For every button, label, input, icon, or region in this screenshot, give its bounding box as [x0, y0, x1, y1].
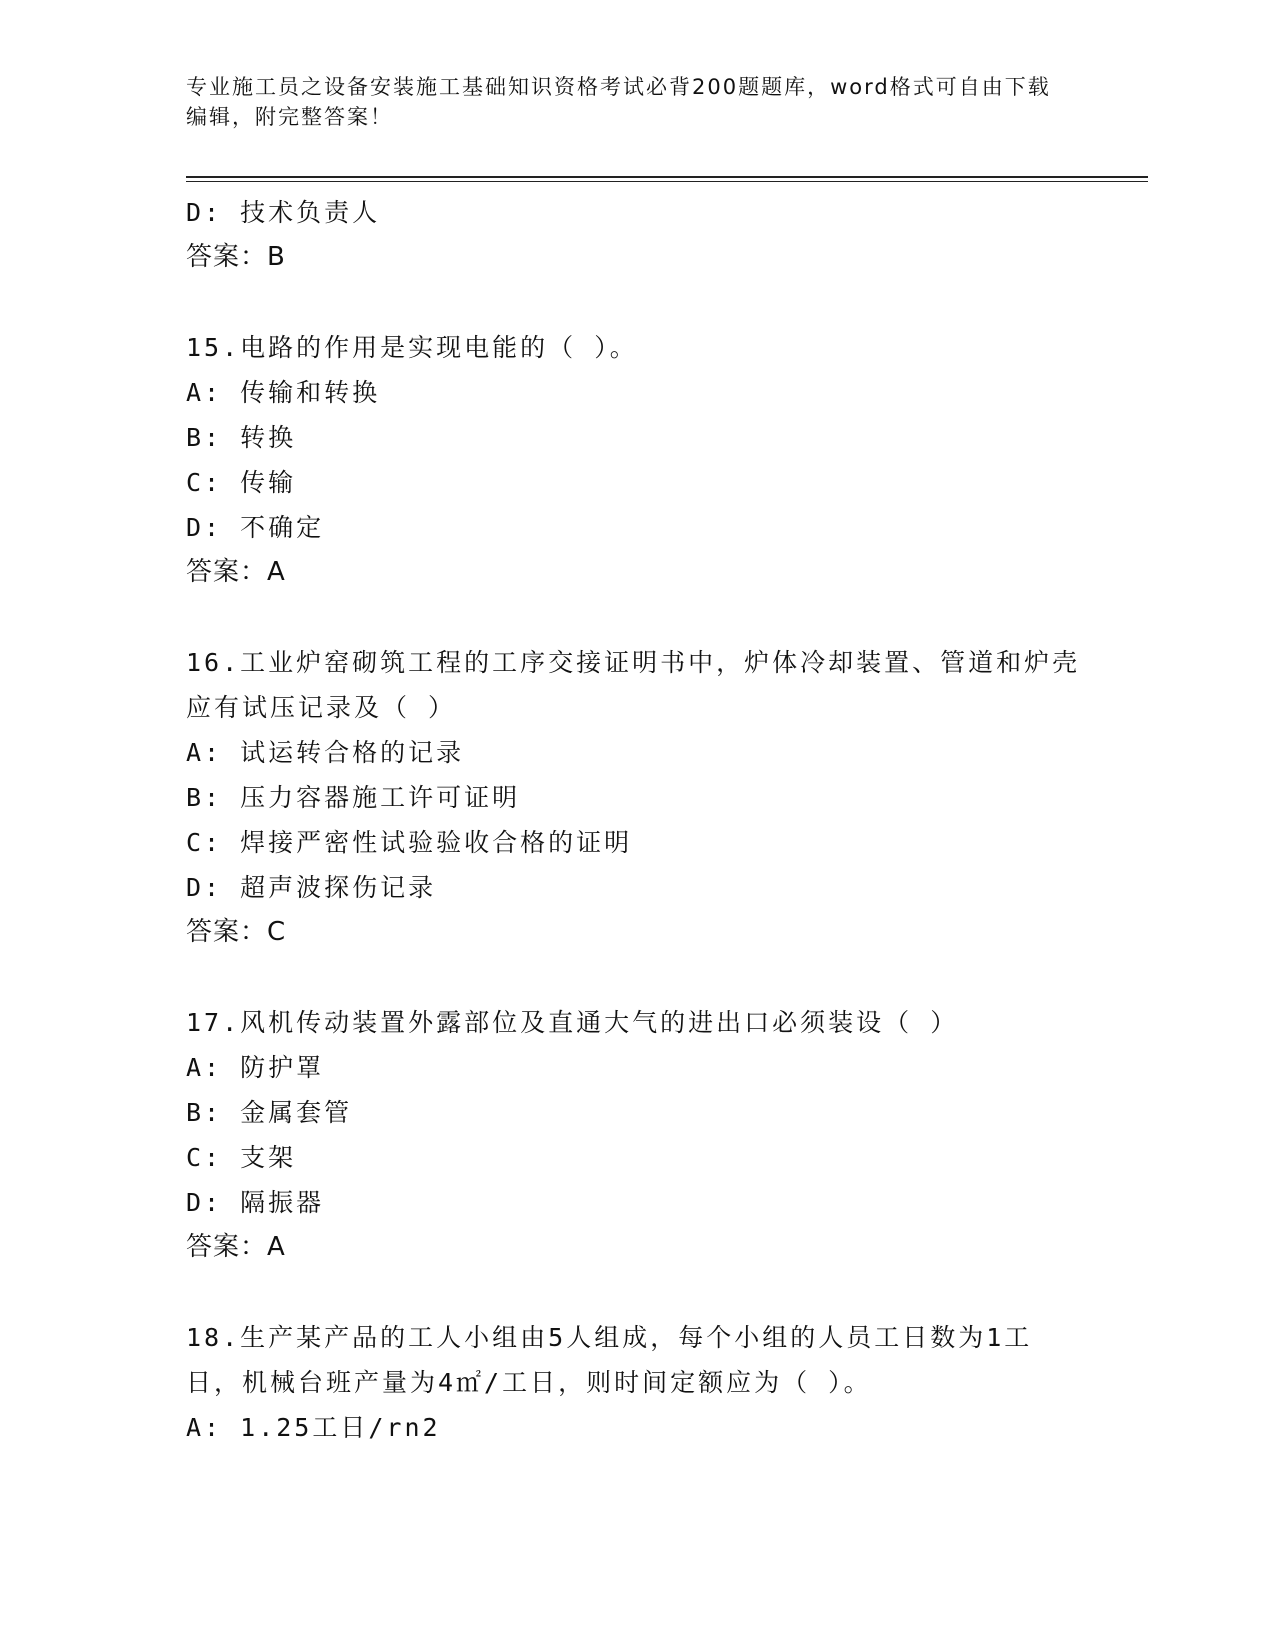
- answer-label: 答案：B: [186, 242, 286, 272]
- option-c: C: 焊接严密性试验验收合格的证明: [186, 828, 633, 857]
- option-b: B: 转换: [186, 423, 297, 452]
- spacer: [186, 280, 1086, 325]
- spacer: [186, 595, 1086, 640]
- spacer: [186, 955, 1086, 1000]
- option-d: D: 超声波探伤记录: [186, 873, 437, 902]
- option-d: D: 不确定: [186, 513, 325, 542]
- question-stem-15: 15.电路的作用是实现电能的（ ）。: [186, 333, 638, 362]
- document-header: 专业施工员之设备安装施工基础知识资格考试必背200题题库，word格式可自由下载编辑，附完整答案！: [186, 75, 1051, 129]
- option-a: A: 试运转合格的记录: [186, 738, 465, 767]
- answer-label: 答案：A: [186, 557, 286, 587]
- question-list: [186, 190, 1086, 1450]
- question-stem-16: 16.工业炉窑砌筑工程的工序交接证明书中，炉体冷却装置、管道和炉壳应有试压记录及（ ）: [186, 648, 1081, 722]
- option-a: A: 传输和转换: [186, 378, 381, 407]
- option-d: D: 技术负责人: [186, 198, 381, 227]
- option-a: A: 1.25工日/rn2: [186, 1413, 441, 1442]
- option-b: B: 金属套管: [186, 1098, 353, 1127]
- question-stem-18: 18.生产某产品的工人小组由5人组成，每个小组的人员工日数为1工日，机械台班产量为4㎡/工日，则时间定额应为（ ）。: [186, 1323, 1033, 1397]
- option-a: A: 防护罩: [186, 1053, 325, 1082]
- spacer: [186, 1270, 1086, 1315]
- answer-label: 答案：C: [186, 917, 287, 947]
- header-divider-thin: [186, 181, 1148, 182]
- answer-label: 答案：A: [186, 1232, 286, 1262]
- option-b: B: 压力容器施工许可证明: [186, 783, 521, 812]
- option-c: C: 支架: [186, 1143, 297, 1172]
- option-d: D: 隔振器: [186, 1188, 325, 1217]
- question-stem-17: 17.风机传动装置外露部位及直通大气的进出口必须装设（ ）: [186, 1008, 959, 1037]
- header-divider: [186, 176, 1148, 178]
- option-c: C: 传输: [186, 468, 297, 497]
